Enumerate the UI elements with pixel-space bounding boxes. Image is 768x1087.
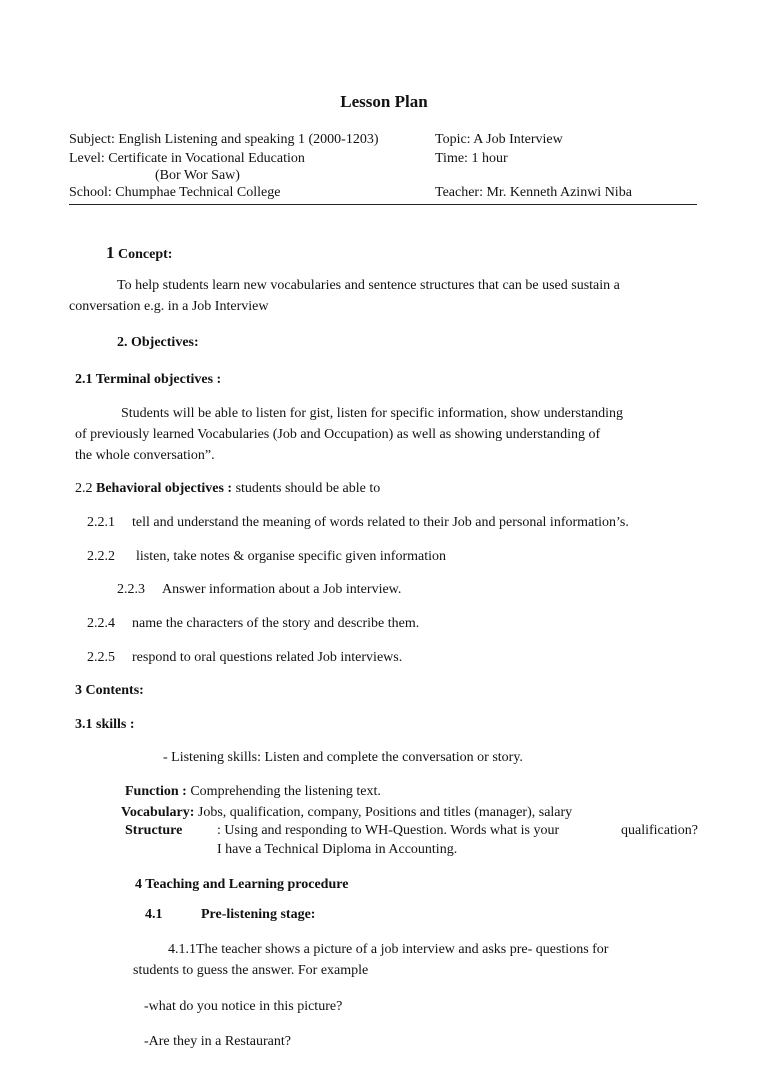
concept-label: Concept:	[118, 247, 173, 262]
list-item-num: 2.2.5	[87, 650, 115, 665]
procedure-step-line2: students to guess the answer. For example	[133, 963, 369, 978]
behavioral-heading: Behavioral objectives :	[96, 481, 233, 496]
pre-listening-heading: Pre-listening stage:	[201, 907, 316, 922]
structure-example: I have a Technical Diploma in Accounting.	[217, 842, 458, 857]
school-field: School: Chumphae Technical College	[69, 185, 281, 200]
vocabulary-text: Jobs, qualification, company, Positions and titles (manager), salary	[197, 805, 573, 820]
list-item-text: respond to oral questions related Job interviews.	[132, 650, 403, 665]
time-field: Time: 1 hour	[435, 151, 508, 166]
topic-field: Topic: A Job Interview	[435, 132, 563, 147]
behavioral-number: 2.2	[75, 481, 93, 496]
skills-heading: 3.1 skills :	[75, 717, 135, 732]
terminal-objectives-line2: of previously learned Vocabularies (Job and Occupation) as well as showing understanding of	[75, 427, 601, 442]
subject-field: Subject: English Listening and speaking 1 (2000-1203)	[69, 132, 379, 147]
concept-text-line1: To help students learn new vocabularies and sentence structures that can be used sustain a	[117, 278, 620, 293]
list-item-num: 2.2.3	[117, 582, 145, 597]
function-label: Function :	[125, 784, 187, 799]
teacher-field: Teacher: Mr. Kenneth Azinwi Niba	[435, 185, 632, 200]
list-item-text: Answer information about a Job interview.	[162, 582, 402, 597]
behavioral-tail: students should be able to	[235, 481, 381, 496]
function-text: Comprehending the listening text.	[190, 784, 381, 799]
list-item-num: 2.2.2	[87, 549, 115, 564]
contents-heading: 3 Contents:	[75, 683, 144, 698]
page-title: Lesson Plan	[340, 92, 428, 111]
terminal-objectives-heading: 2.1 Terminal objectives :	[75, 372, 222, 387]
terminal-objectives-line1: Students will be able to listen for gist, listen for specific information, show understanding	[121, 406, 623, 421]
structure-text: : Using and responding to WH-Question. Words what is your	[217, 823, 560, 838]
level-field: Level: Certificate in Vocational Education	[69, 151, 305, 166]
list-item-num: 2.2.1	[87, 515, 115, 530]
procedure-step-line1: 4.1.1The teacher shows a picture of a job interview and asks pre- questions for	[168, 942, 609, 957]
list-item-text: tell and understand the meaning of words related to their Job and personal information’s.	[132, 515, 629, 530]
header-divider	[69, 204, 697, 205]
list-item-text: listen, take notes & organise specific given information	[136, 549, 446, 564]
pre-listening-number: 4.1	[145, 907, 163, 922]
example-question: -Are they in a Restaurant?	[144, 1034, 291, 1049]
listening-skills-text: - Listening skills: Listen and complete the conversation or story.	[163, 750, 523, 765]
level-subtitle: (Bor Wor Saw)	[155, 168, 240, 183]
procedure-heading: 4 Teaching and Learning procedure	[135, 877, 349, 892]
list-item-num: 2.2.4	[87, 616, 115, 631]
concept-heading	[106, 243, 172, 263]
function-line	[125, 784, 381, 800]
list-item-text: name the characters of the story and describe them.	[132, 616, 420, 631]
behavioral-objectives-line	[75, 481, 380, 497]
vocabulary-line	[121, 805, 572, 821]
terminal-objectives-line3: the whole conversation”.	[75, 448, 215, 463]
concept-text-line2: conversation e.g. in a Job Interview	[69, 299, 269, 314]
example-question: -what do you notice in this picture?	[144, 999, 343, 1014]
structure-label: Structure	[125, 823, 183, 838]
concept-number: 1	[106, 243, 115, 262]
objectives-heading: 2. Objectives:	[117, 335, 199, 350]
structure-tail: qualification?	[621, 823, 698, 838]
vocabulary-label: Vocabulary:	[121, 805, 195, 820]
